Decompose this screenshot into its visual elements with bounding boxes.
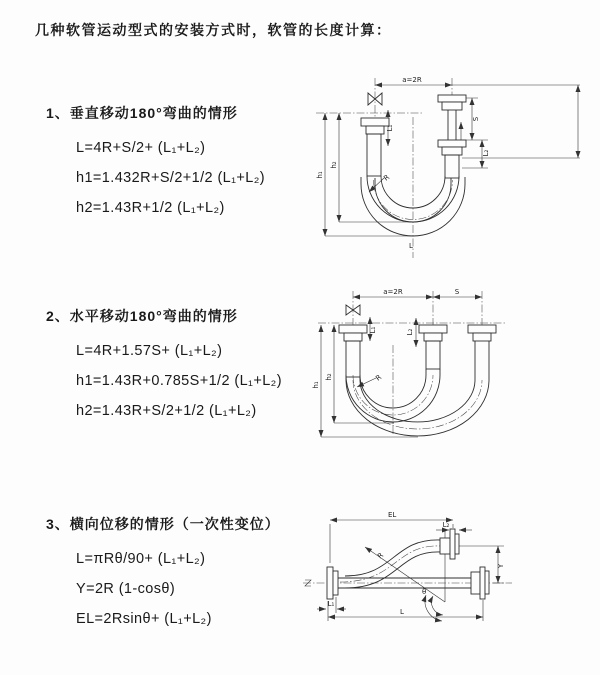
angle-construction — [365, 530, 445, 621]
left-flange — [361, 118, 389, 134]
right-flange — [471, 567, 489, 599]
dim-label-s: S — [454, 288, 460, 296]
diagram-horizontal-180-bend — [310, 285, 600, 465]
formula-line: L=πRθ/90+ (L₁+L₂) — [76, 551, 206, 567]
dim-label-el: EL — [388, 511, 397, 519]
formula-line: h2=1.43R+1/2 (L₁+L₂) — [76, 200, 225, 216]
middle-flange — [419, 325, 447, 341]
dim-label-h2: h₂ — [330, 161, 338, 169]
page-title: 几种软管运动型式的安装方式时，软管的长度计算： — [35, 22, 392, 38]
dimension-lines — [321, 297, 482, 437]
section-horizontal-movement — [46, 306, 346, 426]
dim-label-h1: h₁ — [316, 171, 324, 179]
section-2-heading: 2、水平移动180°弯曲的情形 — [46, 308, 238, 324]
dim-label-s: S — [472, 116, 480, 122]
radius-label: R — [382, 173, 392, 183]
dim-label-a2r: a=2R — [383, 288, 403, 296]
upper-flange — [440, 529, 459, 559]
dim-label-a2r: a=2R — [402, 76, 422, 84]
dim-label-h1: h₁ — [312, 381, 320, 389]
dimension-lines — [317, 520, 504, 621]
left-flange — [339, 325, 367, 341]
diagram-lateral-displacement — [300, 505, 600, 645]
hose-displaced-position — [345, 540, 441, 588]
braided-hose-section — [426, 341, 440, 369]
hose-u-bend — [346, 369, 489, 436]
formula-line: L=4R+1.57S+ (L₁+L₂) — [76, 343, 223, 359]
dim-label-h2: h₂ — [325, 373, 333, 381]
dim-label-l2: L₂ — [442, 521, 450, 529]
formula-line: h2=1.43R+S/2+1/2 (L₁+L₂) — [76, 403, 257, 419]
formula-line: Y=2R (1-cosθ) — [76, 581, 176, 597]
formula-line: EL=2Rsinθ+ (L₁+L₂) — [76, 611, 212, 627]
formula-line: L=4R+S/2+ (L₁+L₂) — [76, 140, 206, 156]
radius-label: R — [374, 373, 384, 383]
diagram-vertical-180-bend — [312, 72, 592, 262]
moved-flange — [468, 325, 496, 380]
section-vertical-movement — [46, 103, 346, 223]
right-flange — [438, 95, 466, 155]
length-label: L — [400, 608, 404, 616]
braided-hose-section — [346, 341, 360, 377]
dim-label-l2: L₂ — [406, 328, 414, 336]
formula-line: h1=1.432R+S/2+1/2 (L₁+L₂) — [76, 170, 266, 186]
length-label: L — [409, 242, 413, 250]
left-flange — [327, 567, 338, 599]
dim-label-l1: L₁ — [327, 600, 335, 608]
dim-label-l1: L₁ — [369, 326, 377, 334]
braided-hose-section — [445, 155, 459, 178]
dim-label-l2: L₂ — [482, 149, 490, 157]
dim-label-y: Y — [497, 563, 505, 569]
theta-label: θ — [422, 588, 427, 596]
radius-label: R — [376, 551, 386, 561]
formula-line: h1=1.43R+0.785S+1/2 (L₁+L₂) — [76, 373, 282, 389]
dim-label-l1: L₁ — [386, 124, 394, 132]
section-3-heading: 3、横向位移的情形（一次性变位） — [46, 516, 280, 532]
braided-hose-section — [367, 134, 381, 176]
section-1-heading: 1、垂直移动180°弯曲的情形 — [46, 105, 238, 121]
